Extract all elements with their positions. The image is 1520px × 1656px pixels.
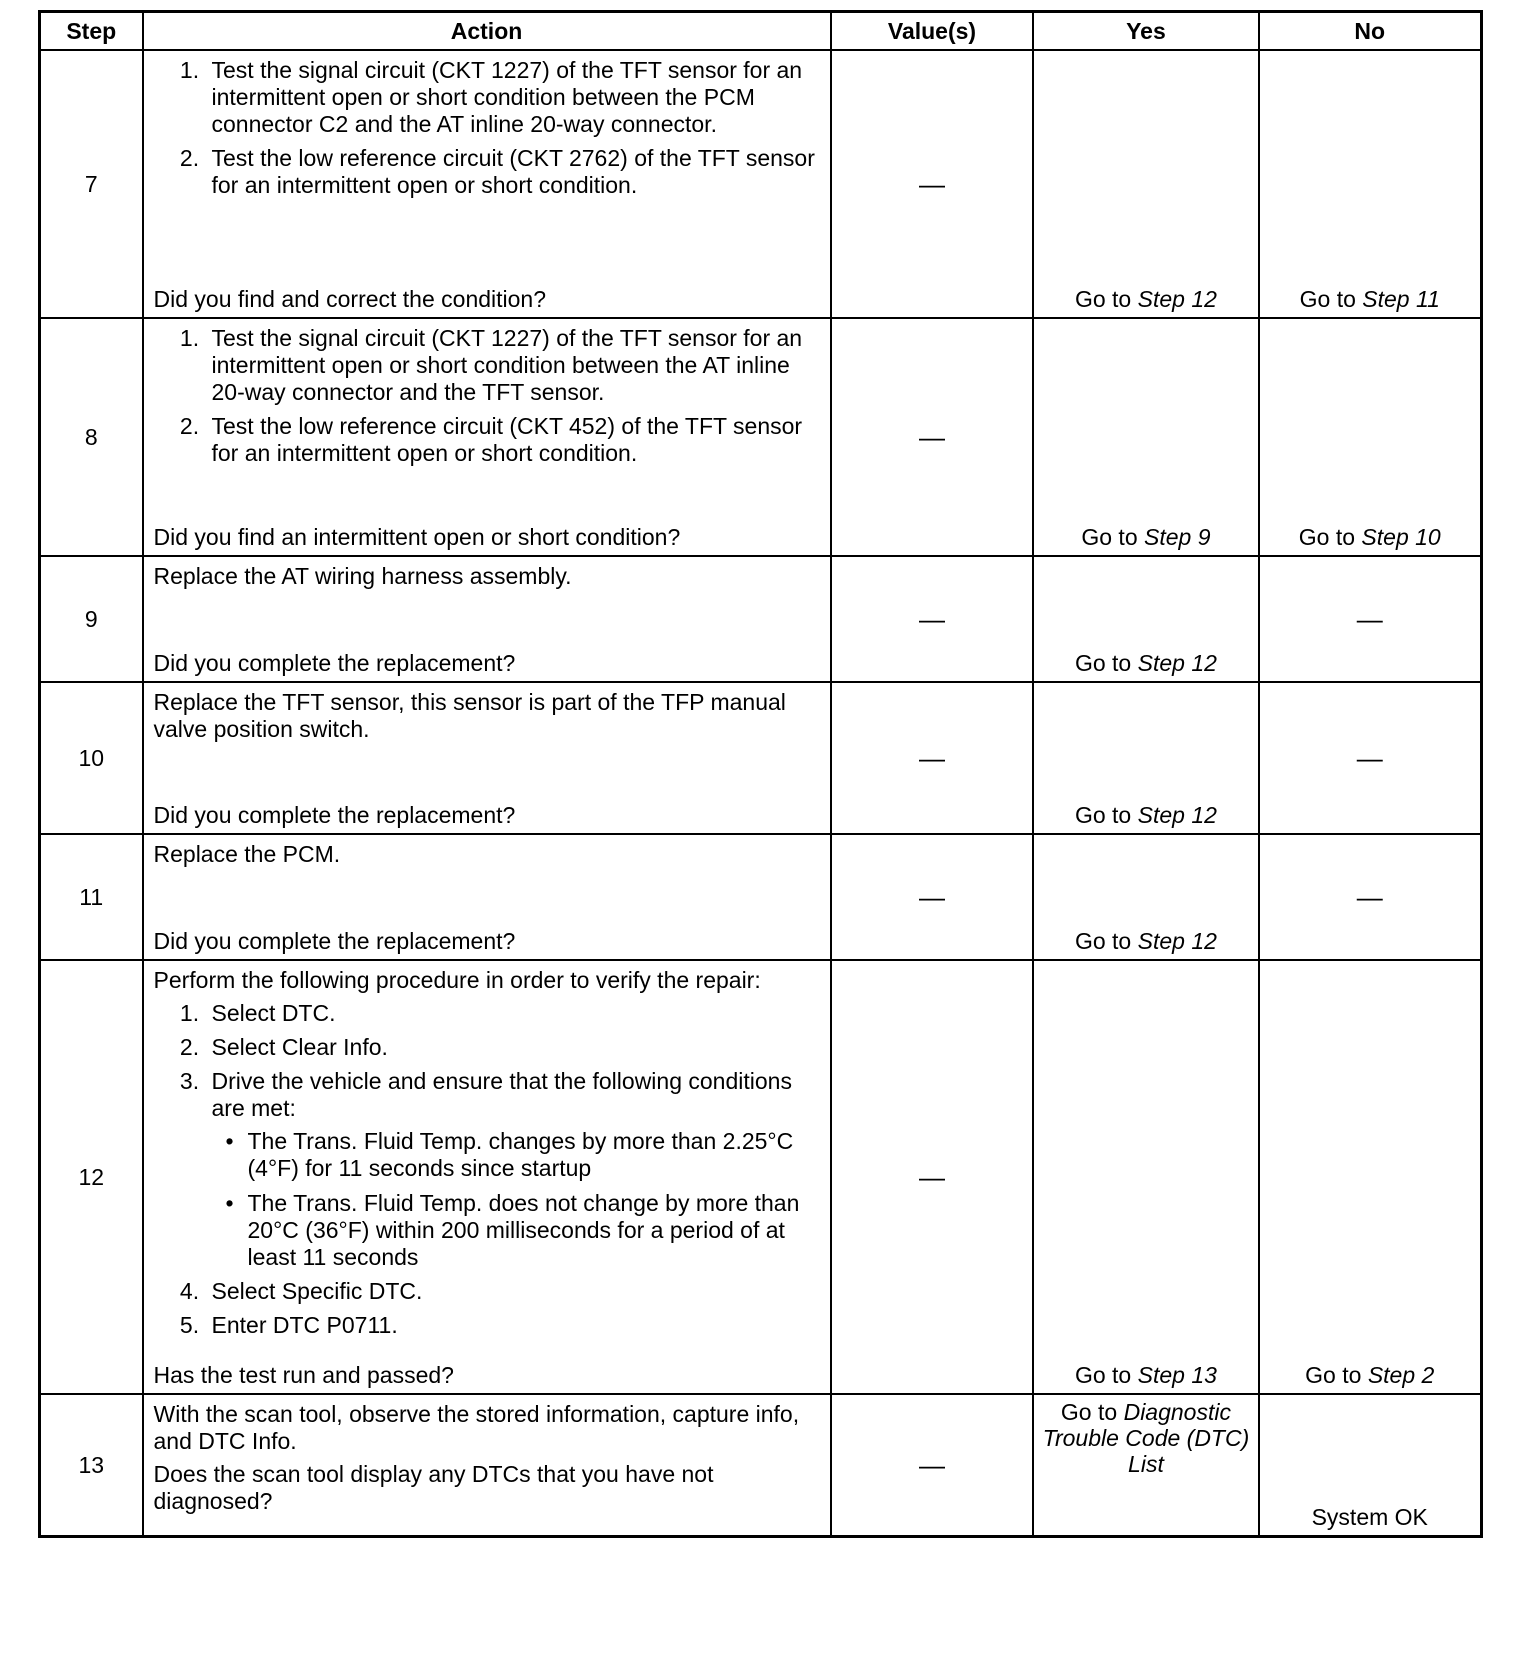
step-number: 8: [40, 318, 143, 556]
no-cell: [1259, 318, 1482, 556]
header-row: [40, 12, 1482, 51]
table-row: [40, 960, 1482, 1394]
yes-prefix: Go to: [1074, 1362, 1138, 1388]
yes-cell: [1033, 50, 1258, 318]
no-cell: —: [1259, 682, 1482, 834]
no-prefix: Go to: [1298, 524, 1362, 550]
action-question: Does the scan tool display any DTCs that you have not diagnosed?: [153, 1461, 714, 1514]
action-question: Did you complete the replacement?: [153, 928, 516, 954]
action-step: 2. Select Clear Info.: [206, 1034, 820, 1061]
diagnostic-table: [38, 10, 1483, 1538]
yes-step-link[interactable]: Step 12: [1137, 650, 1217, 676]
step-number: 13: [40, 1394, 143, 1537]
action-text: Replace the AT wiring harness assembly.: [153, 563, 572, 589]
header-yes: Yes: [1033, 12, 1258, 51]
action-cell: [143, 834, 831, 960]
action-cell: [143, 318, 831, 556]
action-cell: [143, 1394, 831, 1537]
no-cell: —: [1259, 834, 1482, 960]
action-step: 1. Test the signal circuit (CKT 1227) of the TFT sensor for an intermittent open or short condition between the AT inline 20-way connector and the TFT sensor.: [206, 325, 820, 406]
action-step-text: Drive the vehicle and ensure that the following conditions are met:: [211, 1068, 792, 1121]
action-step: 4. Select Specific DTC.: [206, 1278, 820, 1305]
table-row: [40, 50, 1482, 318]
yes-prefix: Go to: [1081, 524, 1145, 550]
yes-prefix: Go to: [1074, 650, 1138, 676]
step-number: 7: [40, 50, 143, 318]
action-text: With the scan tool, observe the stored information, capture info, and DTC Info.: [153, 1401, 800, 1454]
action-question: Has the test run and passed?: [153, 1362, 454, 1388]
action-cell: [143, 682, 831, 834]
yes-prefix: Go to: [1074, 802, 1138, 828]
action-steps: [154, 57, 820, 199]
header-values: Value(s): [831, 12, 1034, 51]
condition-list: [212, 1128, 820, 1271]
yes-step-link[interactable]: Step 12: [1137, 928, 1217, 954]
action-step: 1. Select DTC.: [206, 1000, 820, 1027]
table-row: [40, 556, 1482, 682]
yes-cell: [1033, 682, 1258, 834]
yes-prefix: Go to: [1060, 1399, 1124, 1425]
action-cell: [143, 50, 831, 318]
value-cell: —: [831, 960, 1034, 1394]
yes-step-link[interactable]: Step 12: [1137, 286, 1217, 312]
header-step: Step: [40, 12, 143, 51]
step-number: 10: [40, 682, 143, 834]
yes-step-link[interactable]: Step 12: [1137, 802, 1217, 828]
value-cell: —: [831, 556, 1034, 682]
no-cell: —: [1259, 556, 1482, 682]
table-row: [40, 1394, 1482, 1537]
action-cell: [143, 960, 831, 1394]
condition-item: • The Trans. Fluid Temp. changes by more than 2.25°C (4°F) for 11 seconds since startup: [240, 1128, 820, 1182]
header-no: No: [1259, 12, 1482, 51]
value-cell: —: [831, 682, 1034, 834]
yes-dtc-list-link[interactable]: Diagnostic Trouble Code (DTC) List: [1042, 1399, 1250, 1477]
action-intro: Perform the following procedure in order to verify the repair:: [153, 967, 761, 993]
value-cell: —: [831, 834, 1034, 960]
table-row: [40, 682, 1482, 834]
action-text: Replace the PCM.: [153, 841, 341, 867]
action-steps: [154, 1000, 820, 1339]
step-number: 9: [40, 556, 143, 682]
action-question: Did you find an intermittent open or short condition?: [153, 524, 681, 550]
step-number: 11: [40, 834, 143, 960]
no-step-link[interactable]: Step 11: [1362, 286, 1440, 312]
yes-cell: [1033, 960, 1258, 1394]
table-row: [40, 834, 1482, 960]
yes-step-link[interactable]: Step 13: [1137, 1362, 1217, 1388]
no-prefix: Go to: [1305, 1362, 1368, 1388]
diagnostic-table-container: [38, 10, 1483, 1538]
value-cell: —: [831, 1394, 1034, 1537]
action-text: Replace the TFT sensor, this sensor is part of the TFP manual valve position switch.: [153, 689, 786, 742]
action-step: [206, 1068, 820, 1271]
value-cell: —: [831, 50, 1034, 318]
action-question: Did you complete the replacement?: [153, 650, 516, 676]
yes-cell: [1033, 318, 1258, 556]
yes-cell: [1033, 1394, 1258, 1537]
yes-prefix: Go to: [1074, 286, 1138, 312]
no-step-link[interactable]: Step 2: [1367, 1362, 1435, 1388]
yes-prefix: Go to: [1074, 928, 1138, 954]
action-step: 2. Test the low reference circuit (CKT 2762) of the TFT sensor for an intermittent open or short condition.: [206, 145, 820, 199]
no-cell: [1259, 960, 1482, 1394]
table-row: [40, 318, 1482, 556]
yes-cell: [1033, 834, 1258, 960]
no-step-link[interactable]: Step 10: [1361, 524, 1441, 550]
action-steps: [154, 325, 820, 467]
action-step: 1. Test the signal circuit (CKT 1227) of the TFT sensor for an intermittent open or short condition between the PCM connector C2 and the AT inline 20-way connector.: [206, 57, 820, 138]
action-question: Did you complete the replacement?: [153, 802, 516, 828]
no-cell: [1259, 50, 1482, 318]
action-cell: [143, 556, 831, 682]
value-cell: —: [831, 318, 1034, 556]
yes-cell: [1033, 556, 1258, 682]
yes-step-link[interactable]: Step 9: [1144, 524, 1211, 550]
action-question: Did you find and correct the condition?: [153, 286, 547, 312]
step-number: 12: [40, 960, 143, 1394]
header-action: Action: [143, 12, 831, 51]
no-prefix: Go to: [1299, 286, 1363, 312]
action-step: 2. Test the low reference circuit (CKT 452) of the TFT sensor for an intermittent open or short condition.: [206, 413, 820, 467]
condition-item: • The Trans. Fluid Temp. does not change by more than 20°C (36°F) within 200 milliseconds for a period of at least 11 seconds: [240, 1190, 820, 1271]
action-step: 5. Enter DTC P0711.: [206, 1312, 820, 1339]
no-cell: System OK: [1259, 1394, 1482, 1537]
